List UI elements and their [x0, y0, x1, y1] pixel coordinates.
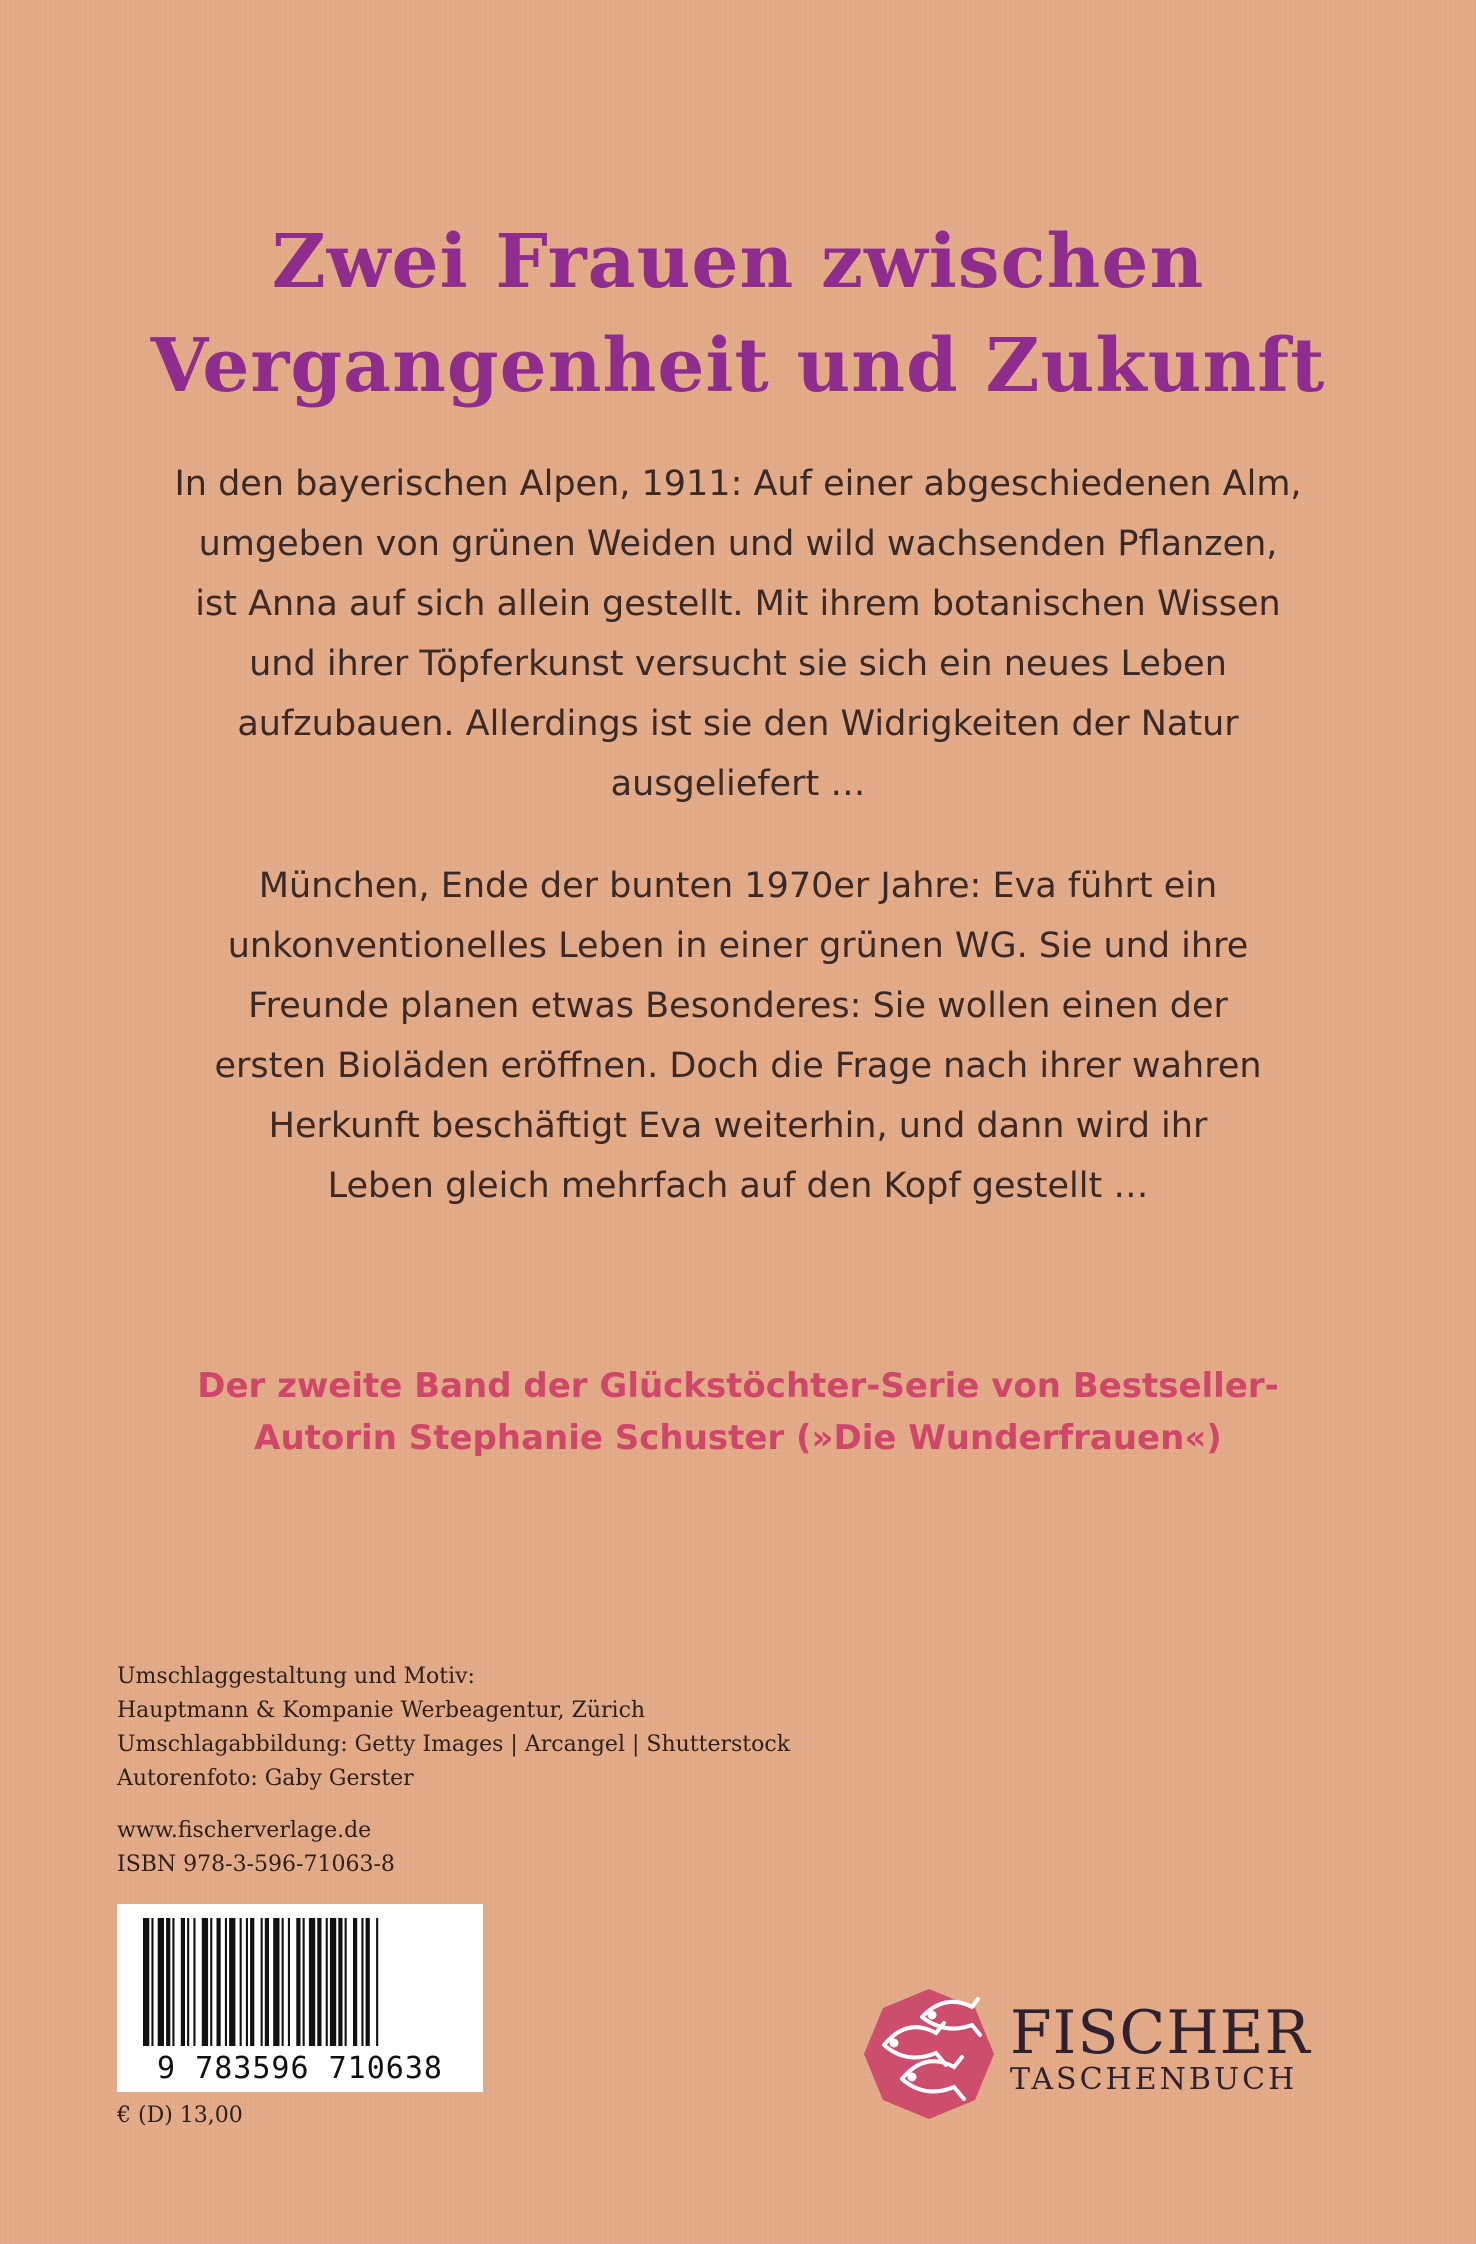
blurb-line: ausgeliefert …: [610, 764, 866, 804]
isbn: ISBN 978-3-596-71063-8: [117, 1852, 395, 1877]
blurb-paragraph-anna: [100, 454, 1376, 814]
blurb-line: München, Ende der bunten 1970er Jahre: Eva führt ein: [258, 866, 1218, 906]
barcode-bars: [117, 1904, 483, 2054]
blurb-line: umgeben von grünen Weiden und wild wachsenden Pflanzen,: [198, 524, 1278, 564]
blurb-line: ersten Bioläden eröffnen. Doch die Frage nach ihrer wahren: [214, 1046, 1262, 1086]
price: € (D) 13,00: [117, 2103, 243, 2128]
credit-line: Autorenfoto: Gaby Gerster: [117, 1766, 414, 1791]
tagline-line-1: Der zweite Band der Glückstöchter-Serie von Bestseller-: [197, 1366, 1279, 1406]
cover-credits: [117, 1660, 790, 1796]
publisher-info: [117, 1814, 395, 1882]
publisher-name: FISCHER: [1010, 1998, 1311, 2068]
blurb-paragraph-eva: [100, 856, 1376, 1216]
blurb-line: Herkunft beschäftigt Eva weiterhin, und dann wird ihr: [268, 1106, 1208, 1146]
isbn-barcode: [117, 1904, 483, 2092]
fish-emblem-icon: [862, 1987, 996, 2121]
credit-line: Hauptmann & Kompanie Werbeagentur, Zürich: [117, 1698, 646, 1723]
headline-line-2: Vergangenheit und Zukunft: [150, 323, 1326, 409]
credit-line: Umschlaggestaltung und Motiv:: [117, 1664, 475, 1689]
blurb-line: Freunde planen etwas Besonderes: Sie wollen einen der: [248, 986, 1228, 1026]
website-url: www.fischerverlage.de: [117, 1818, 372, 1843]
blurb-line: unkonventionelles Leben in einer grünen WG. Sie und ihre: [227, 926, 1249, 966]
blurb-line: und ihrer Töpferkunst versucht sie sich ein neues Leben: [249, 644, 1227, 684]
headline-line-1: Zwei Frauen zwischen: [271, 219, 1205, 305]
publisher-imprint: TASCHENBUCH: [1010, 2062, 1298, 2097]
credit-line: Umschlagabbildung: Getty Images | Arcangel | Shutterstock: [117, 1732, 791, 1757]
publisher-logo: [1010, 1998, 1311, 2098]
series-tagline: [0, 1360, 1476, 1464]
barcode-digits: 9 783596 710638: [157, 2051, 443, 2086]
blurb-line: ist Anna auf sich allein gestellt. Mit ihrem botanischen Wissen: [195, 584, 1281, 624]
blurb-line: In den bayerischen Alpen, 1911: Auf einer abgeschiedenen Alm,: [174, 464, 1302, 504]
blurb-line: aufzubauen. Allerdings ist sie den Widrigkeiten der Natur: [237, 704, 1239, 744]
tagline-line-2: Autorin Stephanie Schuster (»Die Wunderfrauen«): [254, 1418, 1222, 1458]
headline: [0, 210, 1476, 418]
blurb-line: Leben gleich mehrfach auf den Kopf gestellt …: [327, 1166, 1149, 1206]
